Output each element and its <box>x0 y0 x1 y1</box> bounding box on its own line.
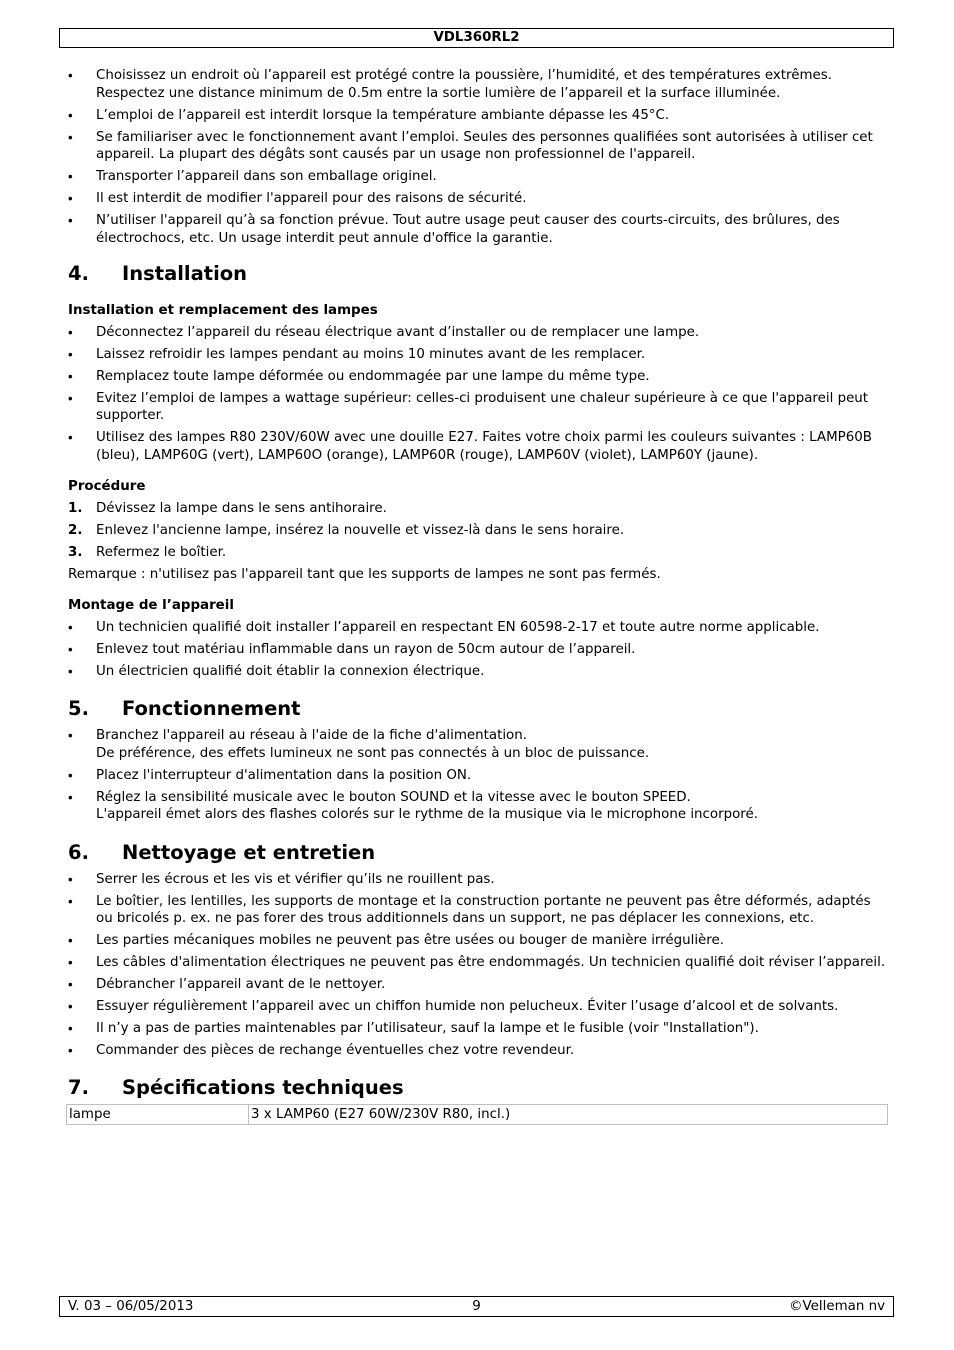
subheading-mounting: Montage de l’appareil <box>68 598 234 613</box>
step-number: 2. <box>68 522 83 538</box>
list-item: • Transporter l’appareil dans son emballage originel. <box>68 168 886 186</box>
table-row <box>67 1104 888 1125</box>
list-item <box>68 727 886 762</box>
spec-value-cell: 3 x LAMP60 (E27 60W/230V R80, incl.) <box>249 1104 888 1125</box>
list-item-line: L'appareil émet alors des flashes colorés sur le rythme de la musique via le microphone incorporé. <box>96 807 758 822</box>
step-number: 3. <box>68 544 83 560</box>
list-item: • Les câbles d'alimentation électriques ne peuvent pas être endommagés. Un technicien qualifié doit réviser l’appareil. <box>68 954 886 972</box>
list-item <box>68 789 886 824</box>
list-item-line: • Branchez l'appareil au réseau à l'aide de la fiche d'alimentation. <box>96 728 527 743</box>
step-text: Refermez le boîtier. <box>96 544 227 560</box>
footer-page-number: 9 <box>472 1299 481 1314</box>
list-item: • Laissez refroidir les lampes pendant au moins 10 minutes avant de les remplacer. <box>68 346 886 364</box>
step-number: 1. <box>68 500 83 516</box>
subheading-lamp-install: Installation et remplacement des lampes <box>68 303 378 318</box>
page-footer <box>59 1296 894 1317</box>
document-model-title: VDL360RL2 <box>433 30 520 45</box>
list-item: • Il n’y a pas de parties maintenables par l’utilisateur, sauf la lampe et le fusible (voir "Installation"). <box>68 1020 886 1038</box>
list-item: • Un électricien qualifié doit établir la connexion électrique. <box>68 663 886 681</box>
section-heading-installation <box>68 262 886 286</box>
procedure-step <box>68 500 886 518</box>
list-item: • Choisissez un endroit où l’appareil est protégé contre la poussière, l’humidité, et des températures extrêmes. Respectez une distance minimum de 0.5m entre la sortie lumière de l’appareil et la surface illuminée. <box>68 67 886 102</box>
list-item: • Remplacez toute lampe déformée ou endommagée par une lampe du même type. <box>68 368 886 386</box>
list-item-line: • Réglez la sensibilité musicale avec le bouton SOUND et la vitesse avec le bouton SPEED. <box>96 789 691 805</box>
list-item: • Serrer les écrous et les vis et vérifier qu’ils ne rouillent pas. <box>68 871 886 889</box>
list-item: • Commander des pièces de rechange éventuelles chez votre revendeur. <box>68 1042 886 1060</box>
section-number: 6. <box>68 840 89 864</box>
document-body <box>68 67 886 1125</box>
section-title: Fonctionnement <box>122 697 301 720</box>
lamp-install-list <box>68 324 886 465</box>
list-item: • Enlevez tout matériau inflammable dans un rayon de 50cm autour de l’appareil. <box>68 641 886 659</box>
safety-bullet-list <box>68 67 886 247</box>
list-item: • Il est interdit de modifier l'appareil pour des raisons de sécurité. <box>68 190 886 208</box>
list-item: • Evitez l’emploi de lampes a wattage supérieur: celles-ci produisent une chaleur supérieure à ce que l'appareil peut supporter. <box>68 390 886 425</box>
section-number: 7. <box>68 1075 89 1099</box>
section-number: 4. <box>68 262 89 285</box>
list-item: • Les parties mécaniques mobiles ne peuvent pas être usées ou bouger de manière irrégulière. <box>68 932 886 950</box>
list-item: • Le boîtier, les lentilles, les supports de montage et la construction portante ne peuvent pas être déformés, adaptés ou bricolés p. ex. ne pas forer des trous additionnels dans un support, ne pas déplacer les connexions, etc. <box>68 893 886 928</box>
section-heading-operation <box>68 697 886 721</box>
section-heading-cleaning <box>68 841 886 865</box>
procedure-steps <box>68 500 886 562</box>
subheading-procedure: Procédure <box>68 479 146 494</box>
spec-label-cell: lampe <box>67 1104 249 1125</box>
procedure-step <box>68 522 886 540</box>
list-item: • Un technicien qualifié doit installer l’appareil en respectant EN 60598-2-17 et toute autre norme applicable. <box>68 619 886 637</box>
list-item: • Débrancher l’appareil avant de le nettoyer. <box>68 976 886 994</box>
section-title: Spécifications techniques <box>122 1075 404 1099</box>
specifications-table <box>66 1104 888 1126</box>
procedure-remark: Remarque : n'utilisez pas l'appareil tant que les supports de lampes ne sont pas fermés. <box>68 566 661 582</box>
list-item: • N’utiliser l'appareil qu’à sa fonction prévue. Tout autre usage peut causer des courts-circuits, des brûlures, des électrochocs, etc. Un usage interdit peut annule d'office la garantie. <box>68 212 886 247</box>
list-item <box>68 767 886 785</box>
procedure-step <box>68 544 886 562</box>
footer-version: V. 03 – 06/05/2013 <box>68 1299 194 1314</box>
operation-list <box>68 727 886 824</box>
step-text: Enlevez l'ancienne lampe, insérez la nouvelle et vissez-là dans le sens horaire. <box>96 522 625 538</box>
list-item: • Se familiariser avec le fonctionnement avant l’emploi. Seules des personnes qualifiées sont autorisées à utiliser cet appareil. La plupart des dégâts sont causés par un usage non professionnel de l'appareil. <box>68 129 886 164</box>
mounting-list <box>68 619 886 681</box>
section-title: Nettoyage et entretien <box>122 840 376 864</box>
section-heading-specifications <box>68 1076 886 1100</box>
list-item-line: De préférence, des effets lumineux ne sont pas connectés à un bloc de puissance. <box>96 745 650 761</box>
list-item: • Déconnectez l’appareil du réseau électrique avant d’installer ou de remplacer une lampe. <box>68 324 886 342</box>
list-item: • Utilisez des lampes R80 230V/60W avec une douille E27. Faites votre choix parmi les couleurs suivantes : LAMP60B (bleu), LAMP60G (vert), LAMP60O (orange), LAMP60R (rouge), LAMP60V (violet), LAMP60Y (jaune). <box>68 429 886 464</box>
list-item-line: • Placez l'interrupteur d'alimentation dans la position ON. <box>96 767 472 783</box>
list-item: • L’emploi de l’appareil est interdit lorsque la température ambiante dépasse les 45°C. <box>68 107 886 125</box>
step-text: Dévissez la lampe dans le sens antihoraire. <box>96 500 387 516</box>
section-number: 5. <box>68 697 89 720</box>
list-item: • Essuyer régulièrement l’appareil avec un chiffon humide non pelucheux. Éviter l’usage d’alcool et de solvants. <box>68 998 886 1016</box>
maintenance-list <box>68 871 886 1060</box>
footer-copyright: ©Velleman nv <box>789 1299 885 1314</box>
section-title: Installation <box>122 262 248 285</box>
page-header <box>59 28 894 48</box>
